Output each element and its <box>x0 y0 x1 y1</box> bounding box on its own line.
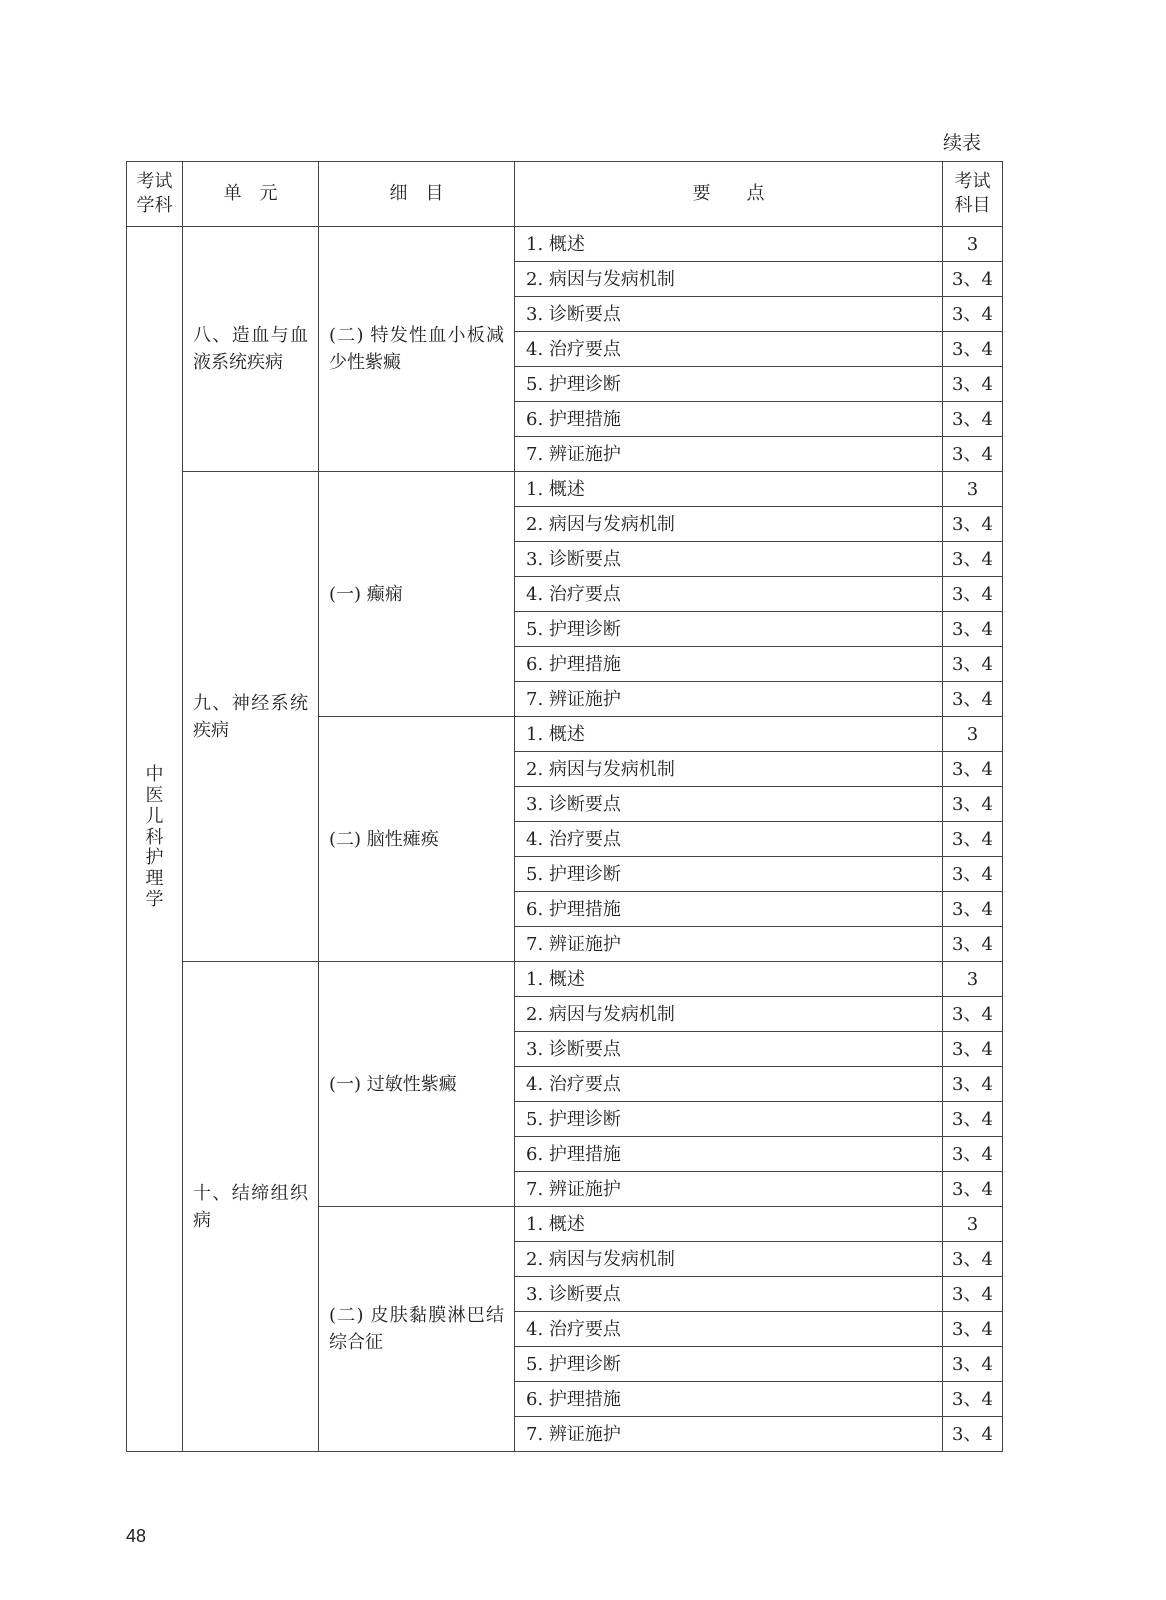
exam-code-cell: 3、4 <box>943 892 1003 927</box>
table-row <box>127 472 1003 507</box>
exam-code-cell: 3、4 <box>943 1067 1003 1102</box>
exam-code-cell: 3、4 <box>943 612 1003 647</box>
point-cell: 2. 病因与发病机制 <box>515 752 943 787</box>
exam-code-cell: 3、4 <box>943 507 1003 542</box>
detail-cell: (一) 过敏性紫癜 <box>319 962 515 1207</box>
table-body <box>127 227 1003 1452</box>
exam-code-cell: 3、4 <box>943 542 1003 577</box>
subject-label: 中医儿科护理学 <box>145 764 164 910</box>
exam-code-cell: 3、4 <box>943 1417 1003 1452</box>
unit-cell: 八、造血与血液系统疾病 <box>183 227 319 472</box>
subject-cell <box>127 227 183 1452</box>
point-cell: 7. 辨证施护 <box>515 1172 943 1207</box>
header-point: 要 点 <box>515 162 943 227</box>
point-cell: 3. 诊断要点 <box>515 1277 943 1312</box>
header-unit: 单 元 <box>183 162 319 227</box>
point-cell: 3. 诊断要点 <box>515 297 943 332</box>
point-cell: 6. 护理措施 <box>515 1382 943 1417</box>
point-cell: 5. 护理诊断 <box>515 367 943 402</box>
detail-cell: (二) 特发性血小板减少性紫癜 <box>319 227 515 472</box>
exam-code-cell: 3、4 <box>943 1172 1003 1207</box>
point-cell: 7. 辨证施护 <box>515 927 943 962</box>
exam-code-cell: 3、4 <box>943 787 1003 822</box>
exam-code-cell: 3 <box>943 962 1003 997</box>
exam-code-cell: 3、4 <box>943 997 1003 1032</box>
point-cell: 5. 护理诊断 <box>515 857 943 892</box>
exam-code-cell: 3、4 <box>943 1382 1003 1417</box>
exam-code-cell: 3、4 <box>943 1312 1003 1347</box>
table-row <box>127 227 1003 262</box>
detail-cell: (二) 皮肤黏膜淋巴结综合征 <box>319 1207 515 1452</box>
point-cell: 5. 护理诊断 <box>515 1102 943 1137</box>
exam-code-cell: 3、4 <box>943 1102 1003 1137</box>
point-cell: 1. 概述 <box>515 227 943 262</box>
exam-code-cell: 3、4 <box>943 682 1003 717</box>
header-detail: 细 目 <box>319 162 515 227</box>
point-cell: 5. 护理诊断 <box>515 612 943 647</box>
exam-code-cell: 3、4 <box>943 647 1003 682</box>
unit-cell: 十、结缔组织病 <box>183 962 319 1452</box>
point-cell: 4. 治疗要点 <box>515 332 943 367</box>
exam-code-cell: 3 <box>943 1207 1003 1242</box>
exam-code-cell: 3、4 <box>943 752 1003 787</box>
exam-code-cell: 3、4 <box>943 367 1003 402</box>
exam-code-cell: 3、4 <box>943 1032 1003 1067</box>
exam-code-cell: 3、4 <box>943 297 1003 332</box>
point-cell: 5. 护理诊断 <box>515 1347 943 1382</box>
exam-code-cell: 3、4 <box>943 1277 1003 1312</box>
header-code: 考试科目 <box>943 162 1003 227</box>
header-row <box>127 162 1003 227</box>
point-cell: 2. 病因与发病机制 <box>515 507 943 542</box>
exam-code-cell: 3、4 <box>943 577 1003 612</box>
exam-code-cell: 3、4 <box>943 402 1003 437</box>
point-cell: 1. 概述 <box>515 962 943 997</box>
point-cell: 2. 病因与发病机制 <box>515 997 943 1032</box>
point-cell: 1. 概述 <box>515 472 943 507</box>
header-subject: 考试学科 <box>127 162 183 227</box>
point-cell: 3. 诊断要点 <box>515 787 943 822</box>
exam-code-cell: 3、4 <box>943 332 1003 367</box>
point-cell: 1. 概述 <box>515 717 943 752</box>
point-cell: 1. 概述 <box>515 1207 943 1242</box>
point-cell: 3. 诊断要点 <box>515 542 943 577</box>
exam-code-cell: 3、4 <box>943 1137 1003 1172</box>
point-cell: 4. 治疗要点 <box>515 1067 943 1102</box>
exam-code-cell: 3、4 <box>943 1347 1003 1382</box>
exam-code-cell: 3、4 <box>943 437 1003 472</box>
exam-code-cell: 3 <box>943 717 1003 752</box>
detail-cell: (一) 癫痫 <box>319 472 515 717</box>
exam-code-cell: 3、4 <box>943 1242 1003 1277</box>
point-cell: 7. 辨证施护 <box>515 437 943 472</box>
table-row <box>127 962 1003 997</box>
syllabus-table <box>126 161 1003 1452</box>
point-cell: 4. 治疗要点 <box>515 1312 943 1347</box>
exam-code-cell: 3、4 <box>943 262 1003 297</box>
exam-code-cell: 3 <box>943 227 1003 262</box>
detail-cell: (二) 脑性瘫痪 <box>319 717 515 962</box>
exam-code-cell: 3、4 <box>943 857 1003 892</box>
point-cell: 6. 护理措施 <box>515 1137 943 1172</box>
point-cell: 6. 护理措施 <box>515 647 943 682</box>
exam-code-cell: 3、4 <box>943 822 1003 857</box>
point-cell: 6. 护理措施 <box>515 892 943 927</box>
point-cell: 7. 辨证施护 <box>515 1417 943 1452</box>
exam-code-cell: 3 <box>943 472 1003 507</box>
point-cell: 3. 诊断要点 <box>515 1032 943 1067</box>
point-cell: 4. 治疗要点 <box>515 577 943 612</box>
point-cell: 6. 护理措施 <box>515 402 943 437</box>
continued-label: 续表 <box>943 132 982 154</box>
unit-cell: 九、神经系统疾病 <box>183 472 319 962</box>
point-cell: 2. 病因与发病机制 <box>515 1242 943 1277</box>
exam-code-cell: 3、4 <box>943 927 1003 962</box>
point-cell: 7. 辨证施护 <box>515 682 943 717</box>
point-cell: 4. 治疗要点 <box>515 822 943 857</box>
page-number: 48 <box>126 1526 147 1546</box>
point-cell: 2. 病因与发病机制 <box>515 262 943 297</box>
